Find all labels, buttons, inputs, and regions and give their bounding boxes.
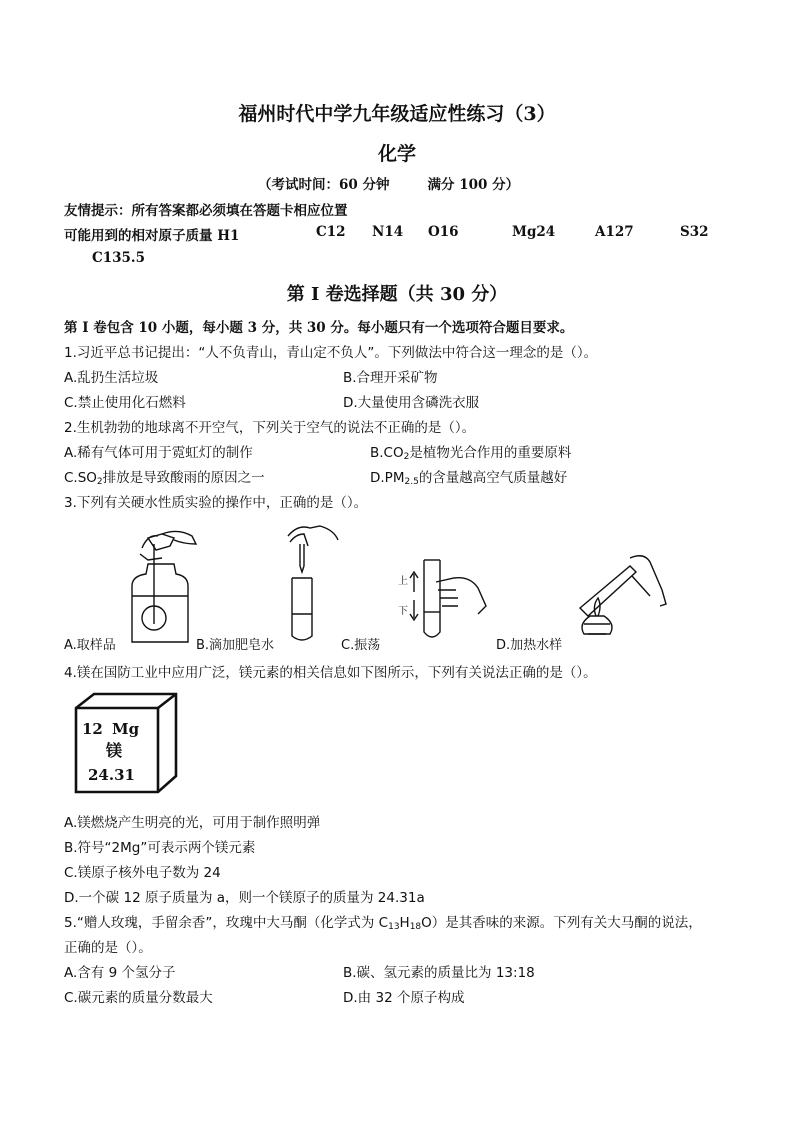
mass-o: O16 [428,224,459,240]
q5-stem: 5.“赠人玫瑰，手留余香”，玫瑰中大马酮（化学式为 $C_{13}H_{18}O$）是其香味的来源。下列有关大马酮的说法， [64,915,702,932]
mass-mg: Mg24 [512,224,556,240]
q2-option-a: A.稀有气体可用于霓虹灯的制作 [64,445,253,461]
mass-c: C12 [316,224,346,240]
q2-stem: 2.生机勃勃的地球离不开空气，下列关于空气的说法不正确的是（）。 [64,420,476,436]
exam-score: 满分 100 分） [427,177,520,193]
mass-n: N14 [372,224,404,240]
section-title: 第 I 卷选择题（共 30 分） [286,284,508,305]
q5-option-b: B.碳、氢元素的质量比为 13:18 [343,965,535,981]
q5-stem-cont: 正确的是（）。 [64,940,152,956]
q4-option-a: A.镁燃烧产生明亮的光，可用于制作照明弹 [64,815,321,831]
mass-s: S32 [680,224,709,240]
down-label: 下 [398,606,408,617]
atomic-number: 12 [82,720,103,738]
add-soap-water-illustration [280,522,342,644]
q3-stem: 3.下列有关硬水性质实验的操作中，正确的是（）。 [64,495,368,511]
atomic-mass-label: 可能用到的相对原子质量 H1 [64,228,240,244]
q5-option-d: D.由 32 个原子构成 [343,990,465,1006]
q4-option-d: D.一个碳 12 原子质量为 a，则一个镁原子的质量为 24.31a [64,890,425,906]
q4-stem: 4.镁在国防工业中应用广泛，镁元素的相关信息如下图所示，下列有关说法正确的是（）。 [64,665,597,681]
magnesium-element-cube [72,690,180,796]
take-sample-illustration [118,524,198,646]
element-symbol: Mg [112,720,140,738]
q4-option-c: C.镁原子核外电子数为 24 [64,865,221,881]
atomic-mass-cl: C135.5 [92,250,146,266]
q1-option-a: A.乱扔生活垃圾 [64,370,159,386]
up-label: 上 [398,576,408,587]
heat-water-illustration [570,546,670,644]
exam-time: （考试时间：60 分钟 [258,177,390,193]
mass-al: A127 [595,224,634,240]
q3-option-d: D.加热水样 [496,638,563,653]
shake-tube-illustration [394,552,494,644]
q2-option-d: $D.PM_{2.5}$的含量越高空气质量越好 [370,470,568,487]
exam-info [258,173,519,193]
section-intro: 第 I 卷包含 10 小题，每小题 3 分，共 30 分。每小题只有一个选项符合题目要求。 [64,320,574,336]
element-name: 镁 [106,741,123,760]
page-title: 福州时代中学九年级适应性练习（3） [238,103,556,125]
q3-option-c: C.振荡 [341,638,381,653]
q2-option-b: $B.CO_2$是植物光合作用的重要原料 [370,445,572,462]
atomic-mass: 24.31 [88,766,135,784]
q2-option-c: $C.SO_2$排放是导致酸雨的原因之一 [64,470,265,487]
atomic-mass-line [64,224,744,242]
q5-option-c: C.碳元素的质量分数最大 [64,990,213,1006]
q1-option-d: D.大量使用含磷洗衣服 [343,395,480,411]
q4-option-b: B.符号“2Mg”可表示两个镁元素 [64,840,256,856]
q3-option-a: A.取样品 [64,638,116,653]
q1-option-c: C.禁止使用化石燃料 [64,395,186,411]
q5-option-a: A.含有 9 个氢分子 [64,965,176,981]
friendly-tip: 友情提示：所有答案都必须填在答题卡相应位置 [64,203,348,219]
q1-option-b: B.合理开采矿物 [343,370,438,386]
q3-option-b: B.滴加肥皂水 [196,638,275,653]
q1-stem: 1.习近平总书记提出：“人不负青山，青山定不负人”。下列做法中符合这一理念的是（）。 [64,345,598,361]
subject-title: 化学 [377,143,416,165]
